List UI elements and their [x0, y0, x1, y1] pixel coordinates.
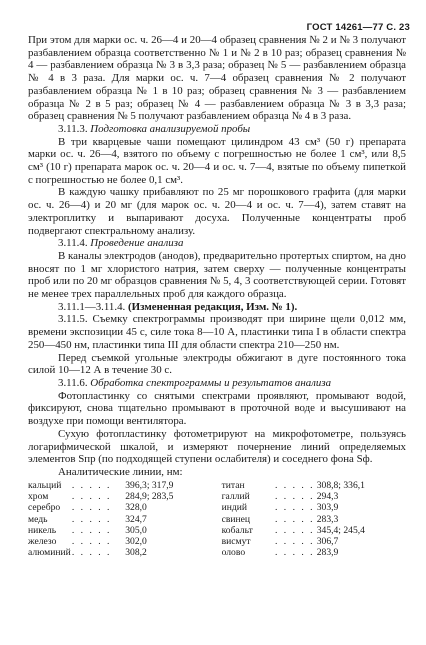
section-heading [28, 377, 406, 390]
wavelength-value: 294,3 [316, 490, 339, 502]
column-gap [214, 480, 221, 491]
wavelength-value: 302,0 [125, 536, 147, 548]
element-name: индий [221, 502, 248, 514]
wavelength-value: 345,4; 245,4 [316, 524, 365, 536]
page-body [28, 34, 406, 559]
column-gap [214, 547, 221, 558]
wavelength-value: 396,3; 317,9 [125, 479, 174, 491]
element-name: никель [28, 524, 57, 536]
table-row [28, 525, 406, 536]
leader-dots: . . . . . [71, 536, 112, 548]
page-header: ГОСТ 14261—77 С. 23 [306, 22, 410, 33]
section-title: Проведение анализа [90, 237, 184, 250]
wavelength-value: 283,3 [316, 513, 339, 525]
paragraph: В каждую чашку прибавляют по 25 мг порошкового графита (для марки ос. ч. 26—4) и 20 мг (для марок ос. ч. 20—4 и ос. ч. 7—4), затем ставят на электроплитку и выпаривают досуха. Полученные концентраты проб подвергают спектральному анализу. [28, 186, 406, 237]
wavelength-value: 306,7 [316, 536, 339, 548]
leader-dots: . . . . . [71, 479, 112, 491]
wavelength-value: 308,8; 336,1 [316, 479, 365, 491]
leader-dots: . . . . . [71, 513, 112, 525]
leader-dots: . . . . . [71, 502, 112, 514]
wavelength-value: 308,2 [125, 547, 147, 559]
paragraph: Аналитические линии, нм: [58, 465, 183, 478]
amendment-note [28, 301, 406, 314]
element-name: железо [28, 536, 57, 548]
leader-dots: . . . . . [274, 536, 315, 548]
section-number: 3.11.4. [58, 237, 88, 250]
leader-dots: . . . . . [71, 490, 112, 502]
leader-dots: . . . . . [71, 524, 112, 536]
paragraph: Перед съемкой угольные электроды обжигают в дуге постоянного тока силой 10—12 А в течение 30 с. [28, 351, 406, 377]
column-gap [214, 525, 221, 536]
leader-dots: . . . . . [71, 547, 112, 559]
element-name: хром [28, 490, 49, 502]
element-name: олово [221, 547, 246, 559]
section-heading [28, 123, 406, 136]
paragraph: При этом для марки ос. ч. 26—4 и 20—4 образец сравнения № 2 и № 3 получают разбавлением образца соответственно № 1 и № 2 в 10 раз; образец сравнения № 4 — разбавлением образца № 3 в 3,3 раза; образец № 5 — разбавлением образца № 4 в 3 раза. Для марки ос. ч. 7—4 образец сравнения № 2 получают разбавлением образца № 1 в 10 раз; образец сравнения № 3 — разбавлением образца № 2 в 5 раз; образец № 4 — разбавлением образца № 3 в 3,3 раза; образец сравнения № 5 получают разбавлением образца № 4 в 3 раза. [28, 34, 406, 123]
analytical-lines-table [28, 480, 406, 559]
column-gap [214, 502, 221, 513]
wavelength-value: 328,0 [125, 502, 147, 514]
element-name: алюминий [28, 547, 71, 559]
element-name: галлий [221, 490, 250, 502]
wavelength-value: 324,7 [125, 513, 147, 525]
wavelength-value: 303,9 [316, 502, 339, 514]
element-name: серебро [28, 502, 61, 514]
section-number: 3.11.3. [58, 122, 88, 135]
table-row [28, 491, 406, 502]
section-heading [28, 237, 406, 250]
leader-dots: . . . . . [274, 490, 315, 502]
paragraph: В три кварцевые чаши помещают цилиндром 43 см³ (50 г) препарата марки ос. ч. 26—4, взятого по объему с погрешностью не более 1 см³, или 8,5 см³ (10 г) препарата марок ос. ч. 20—4 и ос. ч. 7—4, взятые по объему пипеткой с погрешностью не более 0,1 см³. [28, 135, 406, 186]
paragraph: Сухую фотопластинку фотометрируют на микрофотометре, пользуясь логарифмической шкалой, и измеряют почернение линий определяемых элементов Sпр (по подходящей ступени ослабителя) и соседнего фона Sф. [28, 427, 406, 466]
element-name: свинец [221, 513, 251, 525]
paragraph: В каналы электродов (анодов), предварительно протертых спиртом, на дно вносят по 1 мг хлористого натрия, затем сверху — полученные концентраты проб или по 20 мг образцов сравнения № 5, 4, 3 соответствующей серии. Готовят не менее трех параллельных проб для каждого образца. [28, 249, 406, 301]
wavelength-value: 305,0 [125, 524, 147, 536]
column-gap [214, 514, 221, 525]
element-name: титан [221, 479, 245, 491]
leader-dots: . . . . . [274, 524, 315, 536]
leader-dots: . . . . . [274, 547, 315, 559]
table-row [28, 480, 406, 491]
column-gap [214, 491, 221, 502]
element-name: висмут [221, 536, 251, 548]
section-title: Подготовка анализируемой пробы [90, 122, 251, 135]
section-title: Обработка спектрограммы и результатов анализа [90, 376, 332, 389]
column-gap [214, 536, 221, 547]
section-title: (Измененная редакция, Изм. № 1). [128, 300, 298, 313]
table-row [28, 536, 406, 547]
table-row [28, 547, 406, 558]
wavelength-value: 283,9 [316, 547, 339, 559]
section-number: 3.11.1—3.11.4. [58, 300, 126, 313]
leader-dots: . . . . . [274, 513, 315, 525]
paragraph: 3.11.5. Съемку спектрограммы производят при ширине щели 0,012 мм, времени экспозиции 45 с, силе тока 8—10 А, пластинки типа I в области спектра 250—450 нм, пластинки типа III для области спектра 210—250 нм. [28, 313, 406, 351]
leader-dots: . . . . . [274, 502, 315, 514]
text-flow [28, 34, 406, 479]
element-name: кальций [28, 479, 62, 491]
paragraph: Фотопластинку со снятыми спектрами проявляют, промывают водой, фиксируют, снова тщательно промывают в проточной воде и высушивают на воздухе при помощи вентилятора. [28, 389, 406, 428]
element-name: медь [28, 513, 48, 525]
element-name: кобальт [221, 524, 253, 536]
section-number: 3.11.6. [58, 376, 88, 389]
wavelength-value: 284,9; 283,5 [125, 490, 174, 502]
leader-dots: . . . . . [274, 479, 315, 491]
table-row [28, 502, 406, 513]
table-row [28, 514, 406, 525]
